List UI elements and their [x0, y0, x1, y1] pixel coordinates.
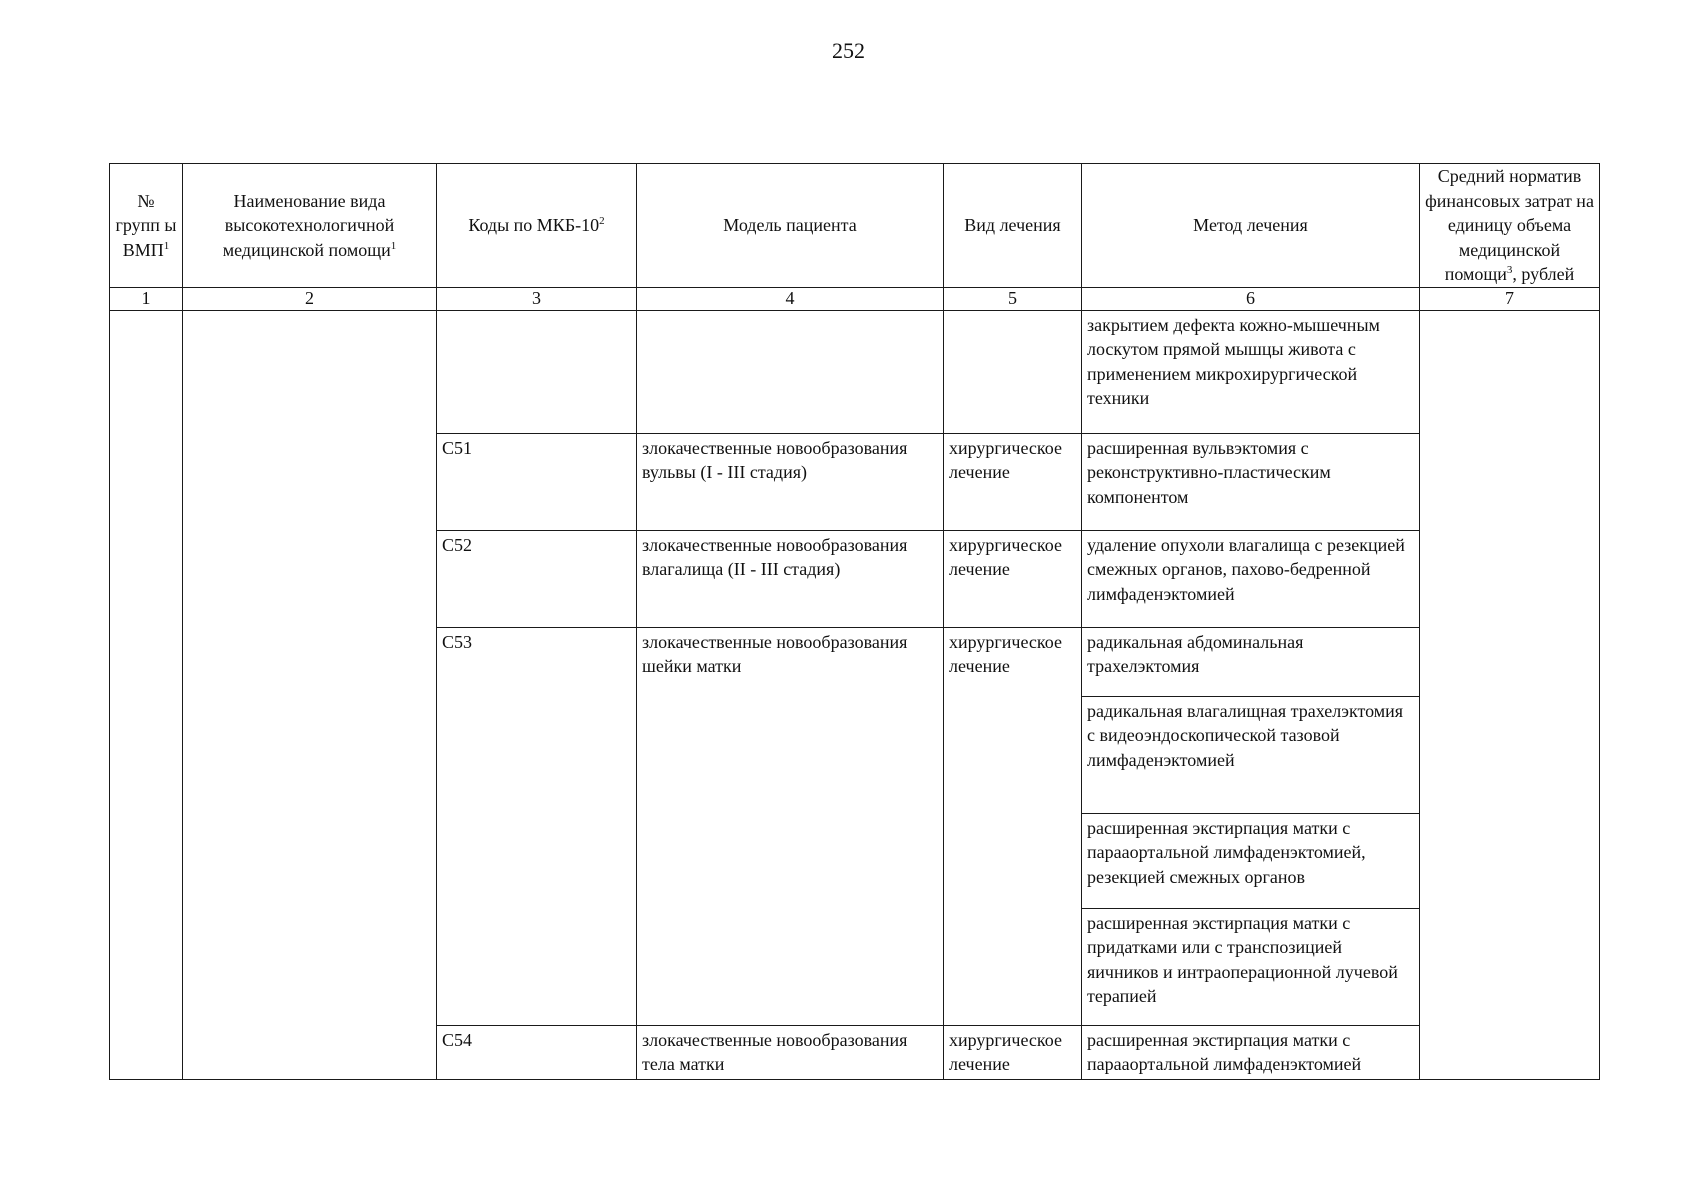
treatment-method-cell: расширенная экстирпация матки с парааортальной лимфаденэктомией, резекцией смежных органов [1082, 813, 1420, 908]
treatment-type-cell: хирургическое лечение [944, 433, 1082, 530]
cost-standard-cell [1420, 310, 1600, 1079]
column-number: 3 [437, 287, 637, 310]
treatment-method-cell: расширенная экстирпация матки с парааортальной лимфаденэктомией [1082, 1025, 1420, 1079]
icd-code-cell: C51 [437, 433, 637, 530]
column-number: 2 [183, 287, 437, 310]
group-number-cell [110, 310, 183, 1079]
header-group-number: № групп ы ВМП$^1$ [110, 164, 183, 288]
table-header-row [110, 164, 1600, 288]
column-number: 5 [944, 287, 1082, 310]
column-number: 1 [110, 287, 183, 310]
patient-model-cell [637, 310, 944, 433]
patient-model-cell: злокачественные новообразования влагалища (II - III стадия) [637, 530, 944, 627]
header-care-type-name: Наименование вида высокотехнологичной медицинской помощи$^1$ [183, 164, 437, 288]
page-number: 252 [832, 38, 865, 63]
icd-code-cell: C54 [437, 1025, 637, 1079]
treatment-type-cell: хирургическое лечение [944, 627, 1082, 1025]
table-row [110, 310, 1600, 433]
treatment-type-cell: хирургическое лечение [944, 530, 1082, 627]
treatment-type-cell: хирургическое лечение [944, 1025, 1082, 1079]
treatment-method-cell: закрытием дефекта кожно-мышечным лоскутом прямой мышцы живота с применением микрохирургической техники [1082, 310, 1420, 433]
icd-code-cell: C52 [437, 530, 637, 627]
column-number-row [110, 287, 1600, 310]
icd-code-cell: C53 [437, 627, 637, 1025]
treatment-method-cell: радикальная влагалищная трахелэктомия с видеоэндоскопической тазовой лимфаденэктомией [1082, 696, 1420, 813]
header-cost-standard: Средний норматив финансовых затрат на единицу объема медицинской помощи$^3$, рублей [1420, 164, 1600, 288]
care-type-cell [183, 310, 437, 1079]
patient-model-cell: злокачественные новообразования шейки матки [637, 627, 944, 1025]
patient-model-cell: злокачественные новообразования тела матки [637, 1025, 944, 1079]
header-treatment-type: Вид лечения [944, 164, 1082, 288]
treatment-method-cell: удаление опухоли влагалища с резекцией смежных органов, пахово-бедренной лимфаденэктомией [1082, 530, 1420, 627]
column-number: 6 [1082, 287, 1420, 310]
treatment-method-cell: расширенная экстирпация матки с придатками или с транспозицией яичников и интраоперационной лучевой терапией [1082, 908, 1420, 1025]
treatment-type-cell [944, 310, 1082, 433]
header-treatment-method: Метод лечения [1082, 164, 1420, 288]
patient-model-cell: злокачественные новообразования вульвы (I - III стадия) [637, 433, 944, 530]
column-number: 7 [1420, 287, 1600, 310]
treatment-method-cell: радикальная абдоминальная трахелэктомия [1082, 627, 1420, 696]
treatment-method-cell: расширенная вульвэктомия с реконструктивно-пластическим компонентом [1082, 433, 1420, 530]
vmp-table [109, 163, 1600, 1080]
header-icd-codes: Коды по МКБ-$10^2$ [437, 164, 637, 288]
icd-code-cell [437, 310, 637, 433]
header-patient-model: Модель пациента [637, 164, 944, 288]
column-number: 4 [637, 287, 944, 310]
